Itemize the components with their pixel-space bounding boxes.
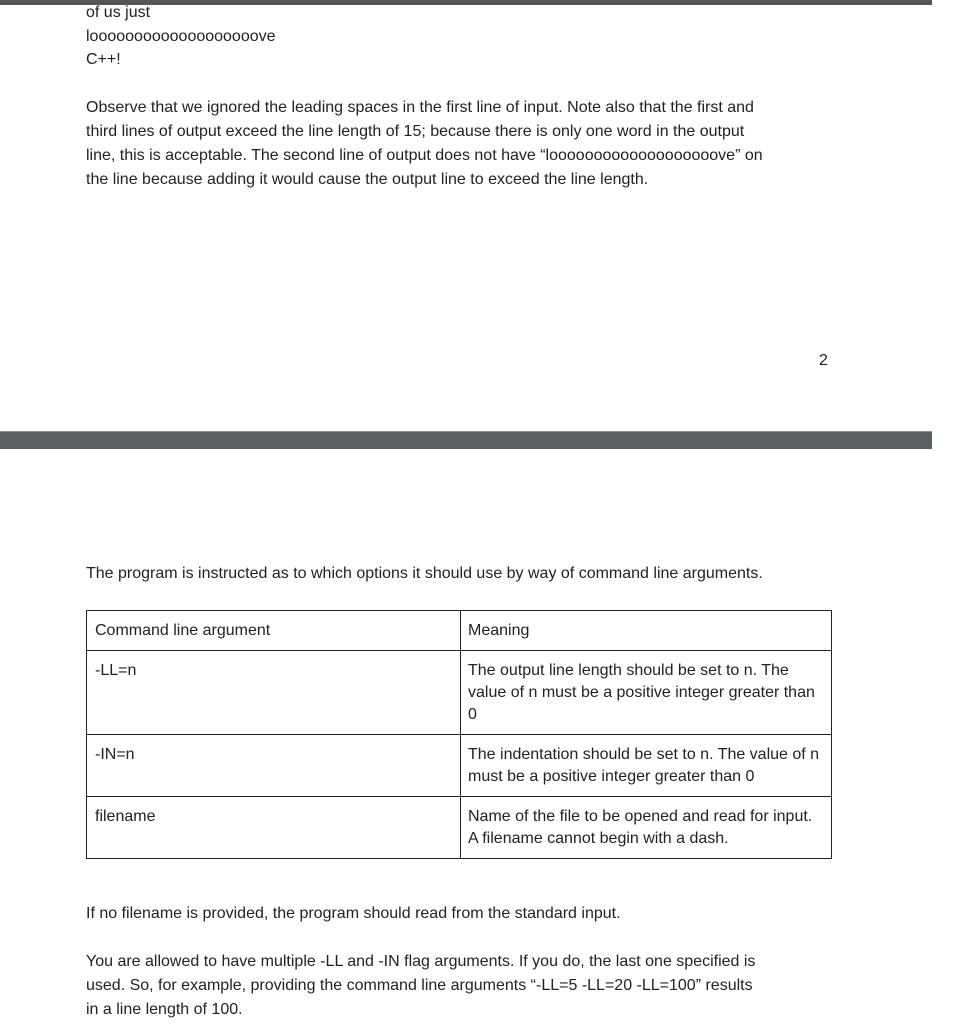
table-header-cell: Command line argument xyxy=(87,611,461,651)
multiple-flags-paragraph xyxy=(86,950,836,1022)
page-separator xyxy=(0,431,932,449)
observation-paragraph xyxy=(86,96,836,192)
paragraph-line: line, this is acceptable. The second line of output does not have “looooooooooooooooooove” on xyxy=(86,147,763,164)
paragraph-line: in a line length of 100. xyxy=(86,1001,243,1018)
no-filename-paragraph: If no filename is provided, the program should read from the standard input. xyxy=(86,905,621,922)
paragraph-line: You are allowed to have multiple -LL and -IN flag arguments. If you do, the last one specified is xyxy=(86,953,756,970)
output-line-1: of us just xyxy=(86,4,151,21)
meaning-cell: Name of the file to be opened and read for input. A filename cannot begin with a dash. xyxy=(461,797,832,859)
output-line-2: looooooooooooooooooove xyxy=(86,28,276,45)
argument-cell: -IN=n xyxy=(87,735,461,797)
table-row xyxy=(87,735,832,797)
argument-cell: filename xyxy=(87,797,461,859)
intro-paragraph: The program is instructed as to which options it should use by way of command line arguments. xyxy=(86,565,763,582)
meaning-cell: The indentation should be set to n. The value of n must be a positive integer greater than 0 xyxy=(461,735,832,797)
table-row xyxy=(87,651,832,735)
output-line-3: C++! xyxy=(86,51,121,68)
viewer-background xyxy=(932,0,980,1024)
paragraph-line: third lines of output exceed the line length of 15; because there is only one word in the output xyxy=(86,123,745,140)
table-row xyxy=(87,797,832,859)
table-header-row xyxy=(87,611,832,651)
paragraph-line: used. So, for example, providing the command line arguments “-LL=5 -LL=20 -LL=100” results xyxy=(86,977,753,994)
command-line-arguments-table xyxy=(86,610,832,859)
meaning-cell: The output line length should be set to n. The value of n must be a positive integer greater than 0 xyxy=(461,651,832,735)
argument-cell: -LL=n xyxy=(87,651,461,735)
paragraph-line: Observe that we ignored the leading spaces in the first line of input. Note also that the first and xyxy=(86,99,754,116)
page-number: 2 xyxy=(819,352,828,369)
paragraph-line: the line because adding it would cause the output line to exceed the line length. xyxy=(86,171,649,188)
table-header-cell: Meaning xyxy=(461,611,832,651)
